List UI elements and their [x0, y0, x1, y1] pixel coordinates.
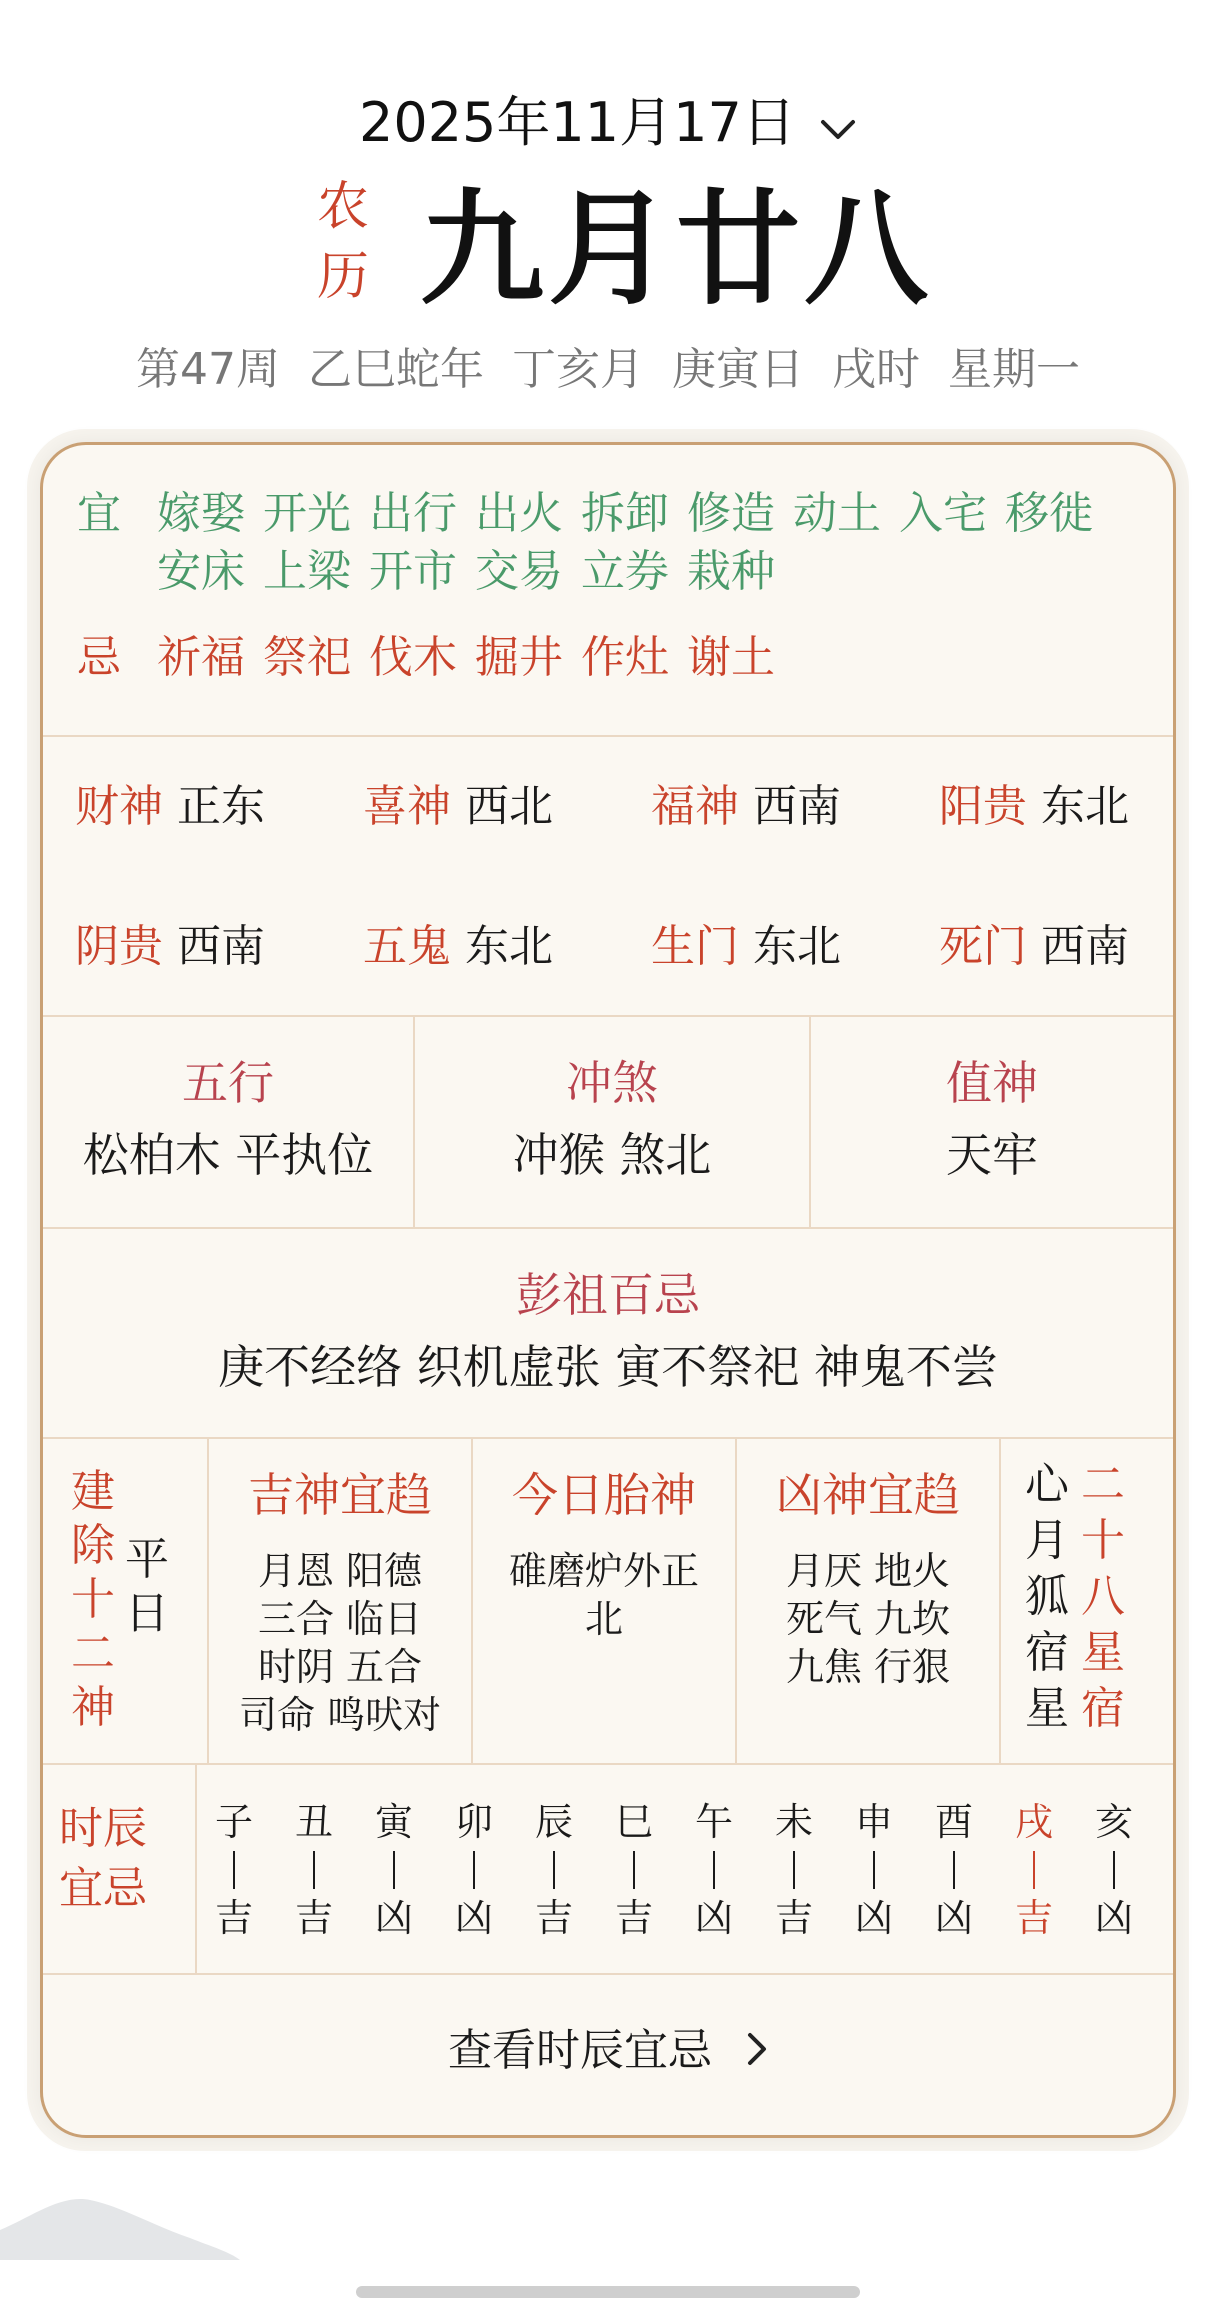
jianchu-day: 平 日: [125, 1534, 169, 1639]
zhishen-value: 天牢: [946, 1128, 1038, 1182]
home-indicator[interactable]: [356, 2286, 860, 2298]
wuxing-title: 五行: [182, 1056, 274, 1110]
hour-item: 子 吉: [214, 1800, 253, 1940]
hour-item-current: 戌 吉: [1014, 1800, 1053, 1940]
view-hours-button[interactable]: [448, 2021, 768, 2083]
yi-label: 宜: [77, 488, 121, 539]
hour-item: 未 吉: [774, 1800, 813, 1940]
hour-item: 寅 凶: [374, 1800, 413, 1940]
ji-item: 伐木: [369, 632, 457, 683]
ji-list: [157, 629, 1147, 687]
week-number: 第47周: [136, 344, 280, 395]
pengzu-section: [43, 1227, 1173, 1437]
jishen-list: 月恩 阳德 三合 临日 时阴 五合 司命 鸣吠对: [238, 1549, 442, 1737]
hour-item: 卯 凶: [454, 1800, 493, 1940]
hour-item: 辰 吉: [534, 1800, 573, 1940]
yi-item: 拆卸: [581, 488, 669, 539]
yi-ji-section: [43, 485, 1173, 745]
ganzhi-day: 庚寅日: [672, 344, 804, 395]
wuxing-value: 松柏木 平执位: [82, 1128, 374, 1182]
zhishen-title: 值神: [946, 1056, 1038, 1110]
hour-item: 酉 凶: [934, 1800, 973, 1940]
god-direction-item: 五鬼 东北: [363, 921, 553, 972]
god-direction-item: 福神 西南: [651, 781, 841, 832]
ganzhi-info-line: [0, 340, 1216, 400]
god-direction-item: 阳贵 东北: [939, 781, 1129, 832]
yi-item: 立券: [581, 546, 669, 597]
god-direction-item: 生门 东北: [651, 921, 841, 972]
taishen-text: 碓磨炉外正 北: [508, 1549, 699, 1641]
yi-item: 开市: [369, 546, 457, 597]
taishen-title: 今日胎神: [512, 1468, 696, 1522]
chongsha-value: 冲猴 煞北: [512, 1128, 712, 1182]
ji-item: 祈福: [157, 632, 245, 683]
yi-item: 移徙: [1005, 488, 1093, 539]
xiu-cell: [1001, 1437, 1173, 1763]
divider: [809, 1015, 811, 1227]
yi-item: 栽种: [687, 546, 775, 597]
divider: [471, 1437, 473, 1763]
yi-item: 动土: [793, 488, 881, 539]
lunar-date-row: [0, 172, 1216, 322]
divider: [195, 1763, 197, 1973]
jishen-title: 吉神宜趋: [248, 1468, 432, 1522]
view-hours-section: [43, 1973, 1173, 2133]
chongsha-cell: [415, 1015, 809, 1227]
ji-item: 掘井: [475, 632, 563, 683]
yi-item: 出火: [475, 488, 563, 539]
xiongshen-title: 凶神宜趋: [776, 1468, 960, 1522]
taishen-cell: [473, 1437, 735, 1763]
ji-item: 祭祀: [263, 632, 351, 683]
xiongshen-cell: [737, 1437, 999, 1763]
chevron-right-icon: [746, 2023, 768, 2083]
jianchu-title: 建 除 十 二 神: [71, 1466, 115, 1733]
zhishen-cell: [811, 1015, 1173, 1227]
view-hours-label: 查看时辰宜忌: [448, 2025, 712, 2076]
yi-item: 出行: [369, 488, 457, 539]
date-label: 2025年11月17日: [358, 91, 796, 154]
jishen-cell: [209, 1437, 471, 1763]
yi-item: 安床: [157, 546, 245, 597]
yi-list: [157, 485, 1147, 601]
pengzu-text: 庚不经络 织机虚张 寅不祭祀 神鬼不尝: [218, 1340, 998, 1394]
date-selector[interactable]: [0, 88, 1216, 161]
divider: [207, 1437, 209, 1763]
ji-item: 谢土: [687, 632, 775, 683]
lunar-date: 九月廿八: [420, 178, 933, 322]
wuxing-chongsha-zhishen-section: [43, 1015, 1173, 1227]
yi-item: 交易: [475, 546, 563, 597]
wuxing-cell: [43, 1015, 413, 1227]
hour-item: 丑 吉: [294, 1800, 333, 1940]
hour-item: 巳 吉: [614, 1800, 653, 1940]
mountain-decoration: [0, 2180, 240, 2264]
xiu-title: 二 十 八 星 宿: [1081, 1459, 1125, 1734]
god-direction-item: 喜神 西北: [363, 781, 553, 832]
yi-item: 修造: [687, 488, 775, 539]
xiu-name: 心 月 狐 宿 星: [1025, 1459, 1069, 1734]
ji-label: 忌: [77, 632, 121, 683]
god-direction-item: 死门 西南: [939, 921, 1129, 972]
yi-item: 入宅: [899, 488, 987, 539]
hour-item: 申 凶: [854, 1800, 893, 1940]
lunar-tag: [313, 172, 373, 312]
ganzhi-year: 乙巳蛇年: [308, 344, 484, 395]
yi-item: 嫁娶: [157, 488, 245, 539]
ji-item: 作灶: [581, 632, 669, 683]
almanac-card: [40, 442, 1176, 2138]
chongsha-title: 冲煞: [566, 1056, 658, 1110]
divider: [999, 1437, 1001, 1763]
ganzhi-month: 丁亥月: [512, 344, 644, 395]
lunar-tag-char: 农: [316, 177, 369, 237]
god-direction-item: 财神 正东: [75, 781, 265, 832]
yi-item: 开光: [263, 488, 351, 539]
ganzhi-hour: 戌时: [832, 344, 920, 395]
pengzu-title: 彭祖百忌: [516, 1268, 700, 1322]
shen-section: [43, 1437, 1173, 1763]
xiongshen-list: 月厌 地火 死气 九坎 九焦 行狠: [785, 1549, 951, 1689]
hour-item: 亥 凶: [1094, 1800, 1133, 1940]
jianchu-cell: [43, 1437, 207, 1763]
yi-item: 上梁: [263, 546, 351, 597]
chevron-down-icon: [819, 91, 857, 161]
weekday: 星期一: [948, 344, 1080, 395]
hours-luck-title: 时辰 宜忌: [59, 1803, 147, 1914]
hour-item: 午 凶: [694, 1800, 733, 1940]
gods-directions-section: [43, 735, 1173, 1015]
lunar-tag-char: 历: [316, 247, 369, 307]
hours-luck-section: [43, 1763, 1173, 1973]
god-direction-item: 阴贵 西南: [75, 921, 265, 972]
divider: [413, 1015, 415, 1227]
divider: [735, 1437, 737, 1763]
